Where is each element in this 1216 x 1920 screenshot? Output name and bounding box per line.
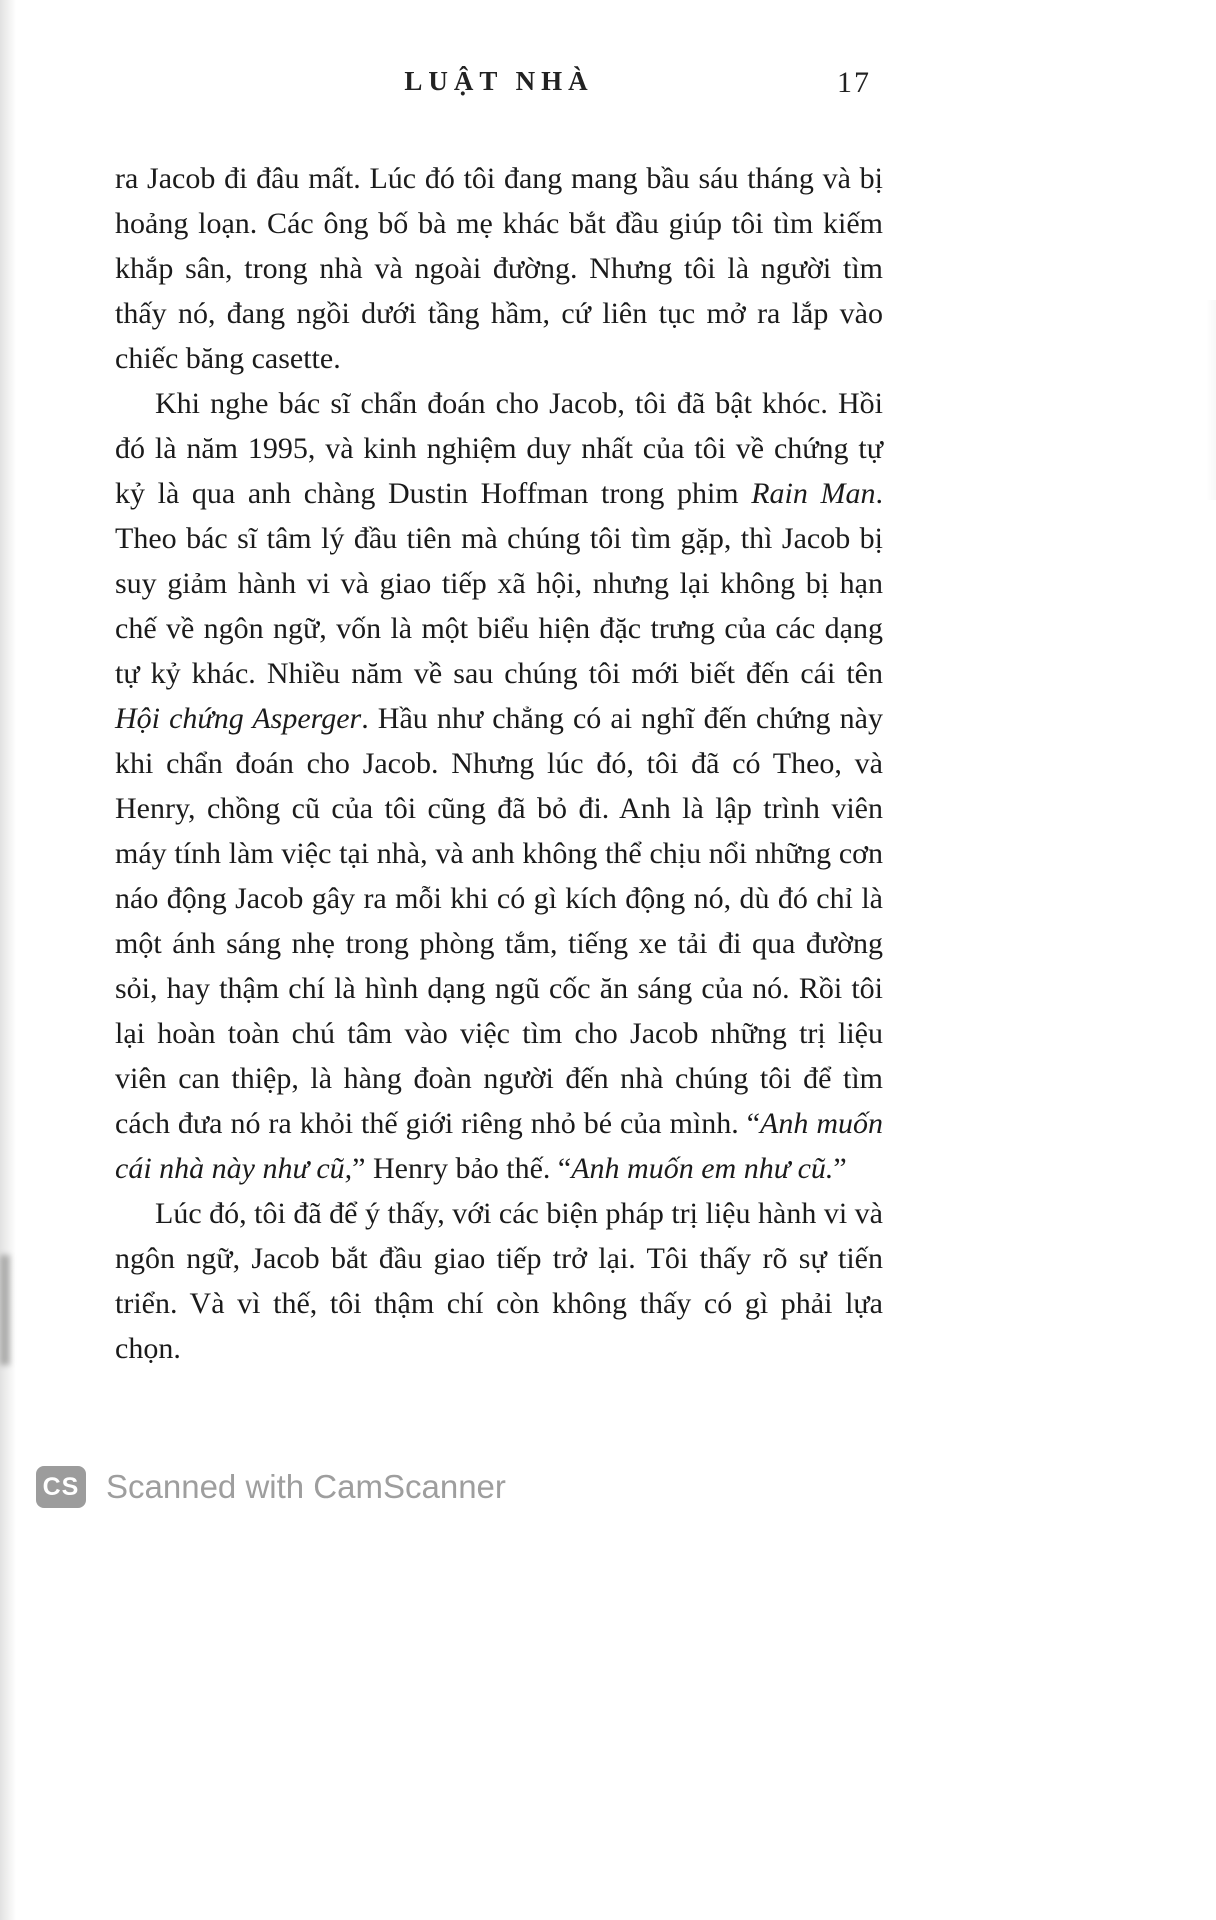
camscanner-watermark bbox=[36, 1466, 506, 1508]
page-number: 17 bbox=[837, 66, 871, 99]
paragraph-2 bbox=[115, 381, 883, 1191]
text-run: . Theo bác sĩ tâm lý đầu tiên mà chúng tôi tìm gặp, thì Jacob bị suy giảm hành vi và giao tiếp xã hội, nhưng lại không bị hạn chế về ngôn ngữ, vốn là một biểu hiện đặc trưng của các dạng tự kỷ khác. Nhiều năm về sau chúng tôi mới biết đến cái tên bbox=[115, 477, 884, 690]
text-run-italic: Rain Man bbox=[751, 477, 876, 510]
paragraph-1 bbox=[115, 156, 883, 381]
text-run: Khi nghe bác sĩ chẩn đoán cho Jacob, tôi đã bật khóc. Hồi đó là năm 1995, và kinh nghiệm duy nhất của tôi về chứng tự kỷ là qua anh chàng Dustin Hoffman trong phim bbox=[115, 387, 883, 510]
text-run-italic: Anh muốn em như cũ. bbox=[571, 1152, 834, 1185]
text-run: Lúc đó, tôi đã để ý thấy, với các biện pháp trị liệu hành vi và ngôn ngữ, Jacob bắt đầu giao tiếp trở lại. Tôi thấy rõ sự tiến triển. Và vì thế, tôi thậm chí còn không thấy có gì phải lựa chọn. bbox=[115, 1197, 883, 1365]
text-run: ra Jacob đi đâu mất. Lúc đó tôi đang mang bầu sáu tháng và bị hoảng loạn. Các ông bố bà mẹ khác bắt đầu giúp tôi tìm kiếm khắp sân, trong nhà và ngoài đường. Nhưng tôi là người tìm thấy nó, đang ngồi dưới tầng hầm, cứ liên tục mở ra lắp vào chiếc băng casette. bbox=[115, 162, 883, 375]
camscanner-logo-icon: CS bbox=[36, 1466, 86, 1508]
paragraph-3 bbox=[115, 1191, 883, 1371]
scan-smudge-left-edge bbox=[0, 1255, 10, 1365]
page-body-text bbox=[115, 156, 883, 1371]
text-run: . Hầu như chẳng có ai nghĩ đến chứng này khi chẩn đoán cho Jacob. Nhưng lúc đó, tôi đã có Theo, và Henry, chồng cũ của tôi cũng đã bỏ đi. Anh là lập trình viên máy tính làm việc tại nhà, và anh không thể chịu nổi những cơn náo động Jacob gây ra mỗi khi có gì kích động nó, dù đó chỉ là một ánh sáng nhẹ trong phòng tắm, tiếng xe tải đi qua đường sỏi, hay thậm chí là hình dạng ngũ cốc ăn sáng của nó. Rồi tôi lại hoàn toàn chú tâm vào việc tìm cho Jacob những trị liệu viên can thiệp, là hàng đoàn người đến nhà chúng tôi để tìm cách đưa nó ra khỏi thế giới riêng nhỏ bé của mình. “ bbox=[115, 702, 883, 1140]
text-run-italic: Anh muốn cái nhà này như cũ, bbox=[115, 1107, 883, 1185]
text-run-italic: Hội chứng Asperger bbox=[115, 702, 362, 735]
camscanner-watermark-text: Scanned with CamScanner bbox=[106, 1468, 506, 1505]
text-run: ” Henry bảo thế. “ bbox=[352, 1152, 572, 1185]
scan-shade-right-edge bbox=[1206, 300, 1216, 500]
running-header bbox=[115, 66, 883, 106]
scan-shadow-left-edge bbox=[0, 0, 16, 1920]
chapter-title: LUẬT NHÀ bbox=[404, 66, 594, 96]
text-run: ” bbox=[833, 1152, 847, 1185]
